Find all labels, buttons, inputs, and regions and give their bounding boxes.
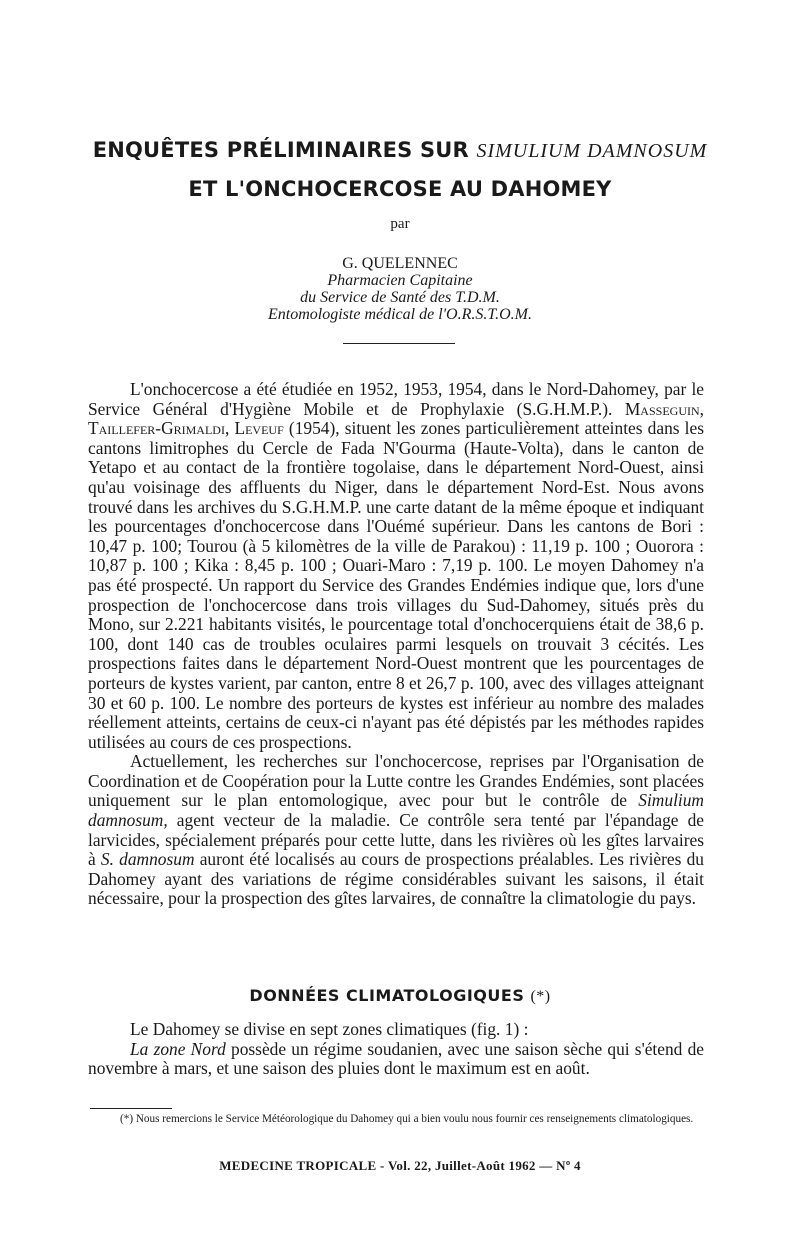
paragraph-1-text-b: (1954), situent les zones particulièrement atteintes dans les cantons limitrophes du Cercle de Fada N'Gourma (Haute-Volta), dans le canton de Yetapo et au contact de la frontière togolaise, dans le département Nord-Ouest, ainsi qu'au voisinage des affluents du Niger, dans le département Nord-Est. Nous avons trouvé dans les archives du S.G.H.M.P. une carte datant de la même époque et indiquant les pourcentages d'onchocercose dans l'Ouémé supérieur. Dans les cantons de Bori : 10,47 p. 100; Tourou (à 5 kilomètres de la ville de Parakou) : 11,19 p. 100 ; Ouorora : 10,87 p. 100 ; Kika : 8,45 p. 100 ; Ouari-Maro : 7,19 p. 100. Le moyen Dahomey n'a pas été prospecté. Un rapport du Service des Grandes Endémies indique que, lors d'une prospection de l'onchocercose dans trois villages du Sud-Dahomey, situés près du Mono, sur 2.221 habitants visités, le pourcentage total d'onchocerquiens était de 38,6 p. 100, dont 140 cas de troubles oculaires parmi lesquels on trouvait 3 cécités. Les prospections faites dans le département Nord-Ouest montrent que les pourcentages de porteurs de kystes varient, par canton, entre 8 et 26,7 p. 100, avec des villages atteignant 30 et 60 p. 100. Le nombre des porteurs de kystes est inférieur au nombre des malades réellement atteints, certains de ceux-ci n'ayant pas été dépistés par les méthodes rapides utilisées au cours de ces prospections. (88, 418, 704, 752)
paragraph-1-text-a: L'onchocercose a été étudiée en 1952, 1953, 1954, dans le Nord-Dahomey, par le Service Général d'Hygiène Mobile et de Prophylaxie (S.G.H.M.P.). (88, 379, 704, 419)
title-divider (343, 343, 455, 344)
journal-footer: MEDECINE TROPICALE - Vol. 22, Juillet-Août 1962 — Nº 4 (219, 1158, 581, 1173)
footnote: (*) Nous remercions le Service Météorologique du Dahomey qui a bien voulu nous fournir ces renseignements climatologiques. (120, 1113, 694, 1125)
title-species: SIMULIUM DAMNOSUM (476, 140, 708, 162)
author-affiliation-1: Pharmacien Capitaine (327, 272, 473, 289)
author-affiliation-2: du Service de Santé des T.D.M. (300, 289, 500, 306)
article-title-line-1 (0, 138, 800, 163)
section-heading-text: DONNÉES CLIMATOLOGIQUES (249, 986, 525, 1005)
paragraph-2-text-b: agent vecteur de la maladie. Ce contrôle sera tenté par l'épandage de larvicides, spécialement préparés pour cette lutte, dans les rivières où les gîtes larvaires à (88, 810, 704, 870)
species-name-short: S. damnosum (100, 849, 195, 870)
section-heading (0, 986, 800, 1006)
footnote-divider (90, 1108, 172, 1109)
paragraph-4-text: possède un régime soudanien, avec une saison sèche qui s'étend de novembre à mars, et une saison des pluies dont le maximum est en août. (88, 1038, 704, 1079)
paragraph-2-text-a: Actuellement, les recherches sur l'onchocercose, reprises par l'Organisation de Coordination et de Coopération pour la Lutte contre les Grandes Endémies, sont placées uniquement sur le plan entomologique, avec pour but le contrôle de (88, 751, 704, 811)
paragraph-4 (88, 1040, 704, 1079)
author-affiliation-3: Entomologiste médical de l'O.R.S.T.O.M. (268, 306, 532, 323)
footnote-marker: (*) (530, 988, 551, 1005)
title-prefix: ENQUÊTES PRÉLIMINAIRES SUR (92, 138, 469, 162)
body-text-intro (88, 380, 704, 909)
paragraph-3: Le Dahomey se divise en sept zones climatiques (fig. 1) : (130, 1019, 529, 1039)
zone-name: La zone Nord (130, 1038, 226, 1059)
article-title-line-2: ET L'ONCHOCERCOSE AU DAHOMEY (188, 177, 612, 201)
paragraph-2-text-c: auront été localisés au cours de prospections préalables. Les rivières du Dahomey ayant des variations de régime considérables suivant les saisons, il était nécessaire, pour la prospection des gîtes larvaires, de connaître la climatologie du pays. (88, 849, 704, 909)
body-text-climate (88, 1020, 704, 1079)
species-name: Simulium damnosum, (88, 790, 704, 831)
paragraph-1 (88, 380, 704, 752)
byline-par: par (390, 216, 410, 232)
author-name: G. QUELENNEC (342, 255, 458, 272)
cited-authors: Masseguin, Taillefer-Grimaldi, Leveuf (88, 398, 704, 439)
paragraph-2 (88, 752, 704, 909)
